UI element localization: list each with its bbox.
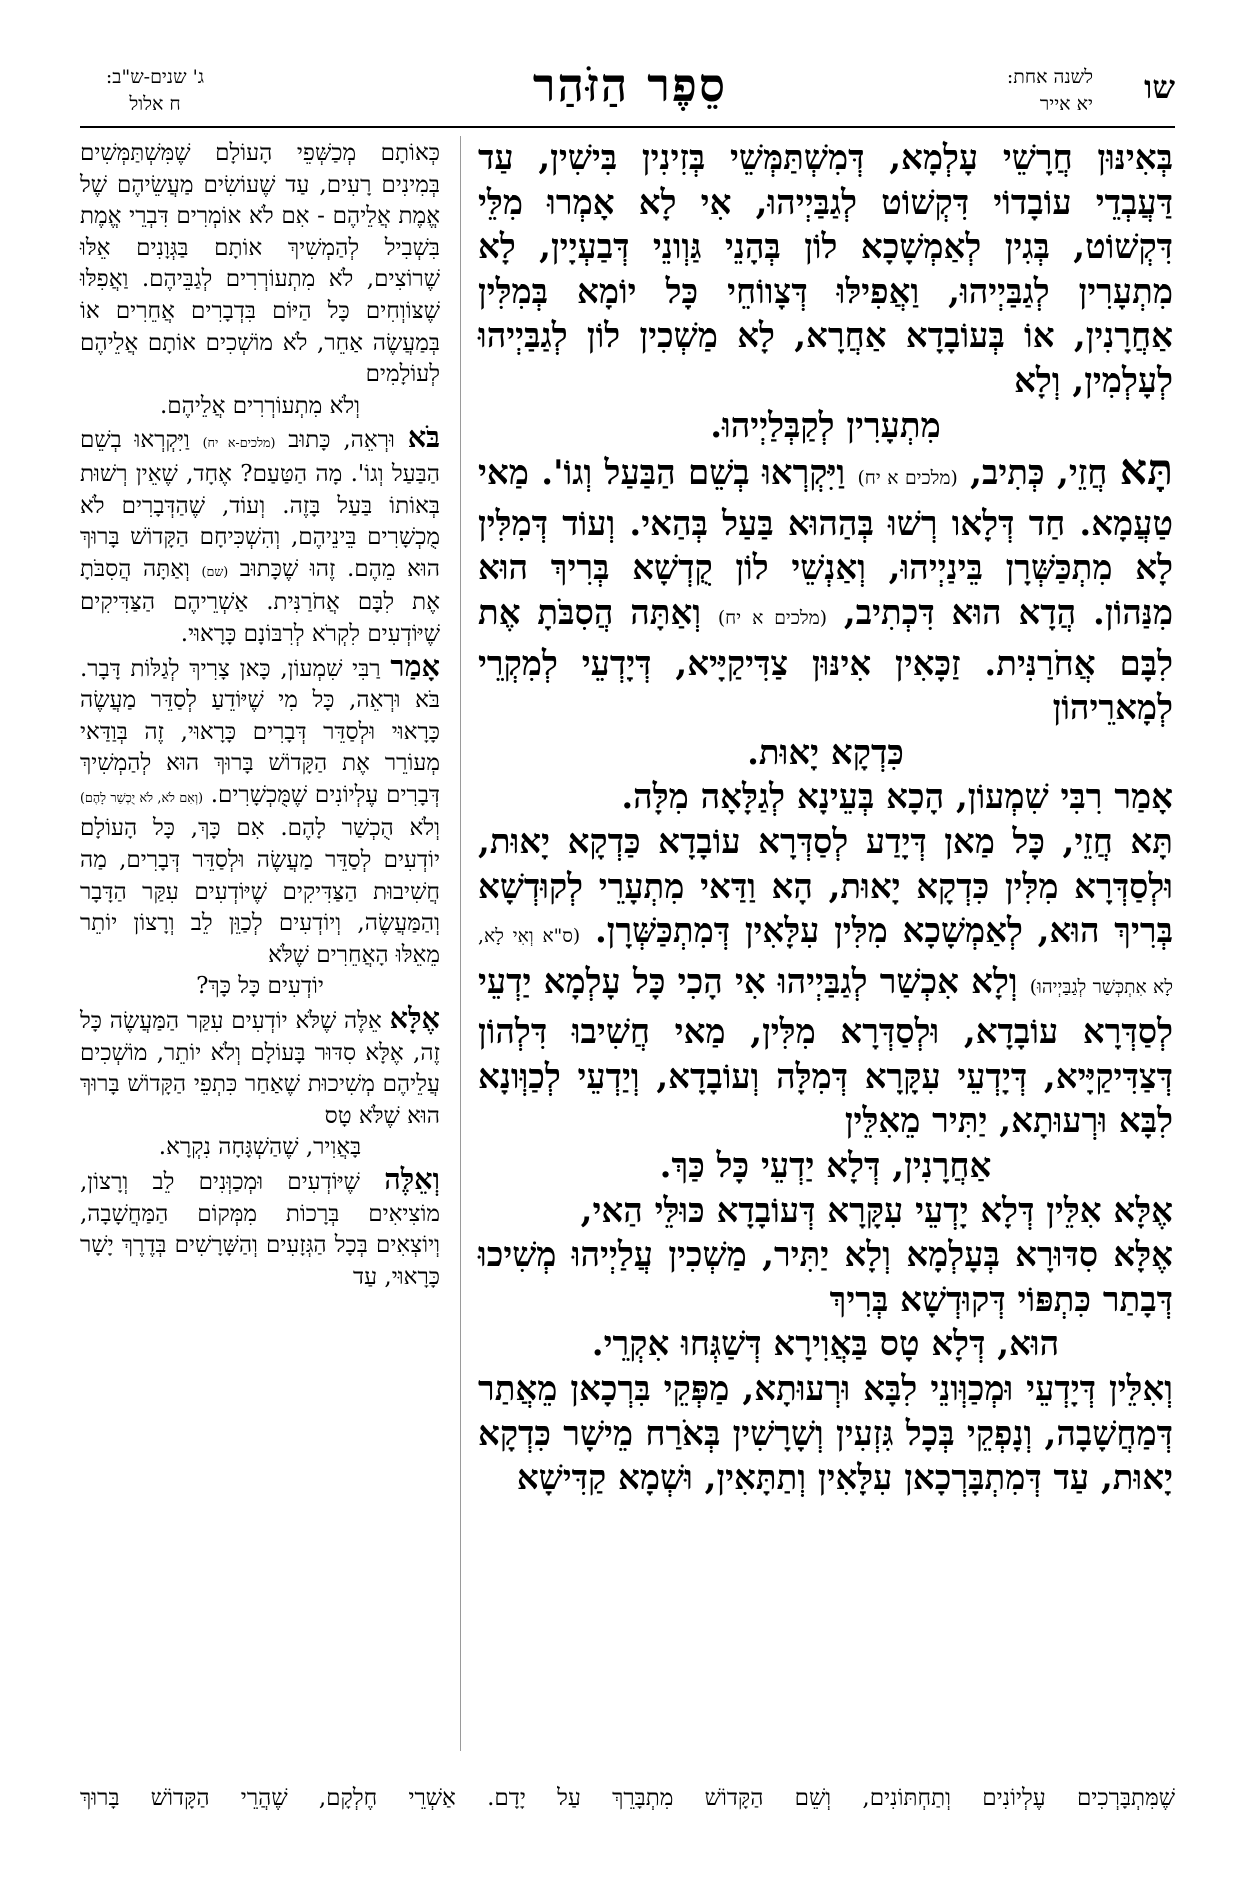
translation-paragraph-end: יוֹדְעִים כָּל כָּךְ? — [196, 973, 324, 1000]
translation-paragraph — [80, 1003, 440, 1132]
main-paragraph-end: מִתְעָרִין לְקַבְּלַיְיהוּ. — [710, 405, 941, 446]
translation-text: וּרְאֵה, כָּתוּב — [288, 427, 395, 454]
header-left-line2: ח אלול — [129, 93, 181, 115]
translation-paragraph — [80, 422, 440, 650]
main-paragraph: אָמַר רִבִּי שִׁמְעוֹן, הָכָא בְּעֵינָא לְגַלָּאָה מִלָּה. — [621, 777, 1173, 818]
column-divider — [460, 136, 461, 1751]
main-paragraph: אֶלָּא סִדּוּרָא בְּעָלְמָא וְלָא יַתִּיר, מַשְׁכִין עֲלַיְיהוּ מְשִׁיכוּ דְּבָתַר כִּתְפּוֹי דְּקוּדְשָׁא בְּרִיךְ — [478, 1235, 1173, 1320]
verse-reference: (מלכים-א יח) — [202, 435, 276, 451]
header-right-info — [1007, 64, 1093, 118]
opening-word: אָמַר — [390, 648, 441, 683]
main-text: וְאַתָּה הֲסִבֹּתָ אֶת לִבָּם אֲחֹרַנִּית. זַכָּאִין אִינּוּן צַדִּיקַיָּיא, דְּיָדְעֵי לְמִקְרֵי לְמָארֵיהוֹן — [478, 592, 1173, 729]
main-paragraph-end: הוּא, דְּלָא טָס בַּאֲוִירָא דְּשַׁגְּחוּ אִקְרֵי. — [591, 1324, 1060, 1365]
verse-reference: (שם) — [201, 563, 229, 579]
header-left-info — [80, 64, 230, 118]
translation-text: שֶׁיּוֹדְעִים וּמְכַוְּנִים לֵב וְרָצוֹן, מוֹצִיאִים בְּרָכוֹת מִמְּקוֹם הַמַּחֲשָׁבָה, וְיוֹצְאִים בְּכָל הַגְּזָעִים וְהַשָּׁרָשִׁים בְּדֶרֶךְ יָשָׁר כָּרָאוּי, עַד — [80, 1169, 440, 1290]
translation-text: וְלֹא הֻכְשַׁר לָהֶם. אִם כָּךְ, כָּל הָעוֹלָם יוֹדְעִים לְסַדֵּר מַעֲשֶׂה וּלְסַדֵּר דְּבָרִים, מַה חֲשִׁיבוּת הַצַּדִּיקִים שֶׁיּוֹדְעִים עִקַּר הַדָּבָר וְהַמַּעֲשֶׂה, וְיוֹדְעִים לְכַוֵּן לֵב וְרָצוֹן יוֹתֵר מֵאֵלּוּ הָאֲחֵרִים שֶׁלֹּא — [80, 815, 440, 968]
main-paragraph — [478, 445, 1173, 731]
opening-word: אֶלָּא — [389, 1001, 440, 1036]
translation-text: וְאַתָּה הֲסִבֹּתָ אֶת לִבָּם אֲחֹרַנִּית. אַשְׁרֵיהֶם הַצַּדִּיקִים שֶׁיּוֹדְעִים לִקְרֹא לְרִבּוֹנָם כָּרָאוּי. — [80, 555, 440, 647]
verse-reference: (מלכים א יח) — [717, 607, 828, 629]
book-title: סֵפֶר הַזֹּהַר — [532, 58, 728, 112]
main-text: חֲזֵי, כְּתִיב, — [970, 453, 1108, 494]
variant-note: (ס"א וְאִי לָא, לָא אִתְכְּשַׁר לְגַבַּיְיהוּ) — [478, 926, 1173, 998]
main-paragraph-end: כִּדְקָא יָאוּת. — [747, 732, 904, 773]
main-text: תָּא חֲזֵי, כָּל מַאן דְּיָדַע לְסַדְּרָא עוֹבָדָא כַּדְקָא יָאוּת, וּלְסַדְּרָא מִלִּין כִּדְקָא יָאוּת, הָא וַדַּאי מִתְעָרֵי לְקוּדְשָׁא בְּרִיךְ הוּא, לְאַמְשָׁכָא מִלִּין עִלָּאִין דְּמִתְכַּשְּׁרָן. — [478, 821, 1174, 952]
variant-note: (וְאִם לֹא, לֹא יֻכְשַׁר לָהֶם) — [80, 789, 204, 805]
translation-column — [80, 138, 440, 1293]
header-right-line1: לשנה אחת: — [1006, 66, 1093, 88]
main-paragraph: אֶלָּא אִלֵּין דְּלָא יָדְעֵי עִקָּרָא דְּעוֹבָדָא כּוּלֵּי הַאי, — [580, 1190, 1173, 1231]
main-text: וַיִּקְרְאוּ בְשֵׁם הַבַּעַל וְגוֹ'. מַאי טַעֲמָא. חַד דְּלָאו רְשׁוּ בְּהַהוּא בַּעַל בְּהַאי. וְעוֹד דְּמִלִּין לָא מִתְכַּשְּׁרָן בֵּינַיְיהוּ, וְאַנְשֵׁי לוֹן קֻדְשָׁא בְּרִיךְ הוּא מִנַּהוֹן. הֲדָא הוּא דִּכְתִיב, — [478, 453, 1173, 633]
translation-text: אֵלֶּה שֶׁלֹּא יוֹדְעִים עִקַּר הַמַּעֲשֶׂה כָּל זֶה, אֶלָּא סִדּוּר בָּעוֹלָם וְלֹא יוֹתֵר, מוֹשְׁכִים עֲלֵיהֶם מְשִׁיכוּת שֶׁאַחַר כִּתְפֵי הַקָּדוֹשׁ בָּרוּךְ הוּא שֶׁלֹּא טָס — [80, 1008, 440, 1129]
main-paragraph: וְאִלֵּין דְּיָדְעֵי וּמְכַוְּונֵי לִבָּא וּרְעוּתָא, מַפְּקֵי בִּרְכָאן מֵאֲתַר דְּמַחֲשָׁבָה, וְנָפְקֵי בְּכָל גִּזְעִין וְשָׁרָשִׁין בְּאֹרַח מֵישָׁר כִּדְקָא יָאוּת, עַד דְּמִתְבָּרְכָאן עִלָּאִין וְתַתָּאִין, וּשְׁמָא קַדִּישָׁא — [478, 1369, 1173, 1499]
main-column — [478, 136, 1173, 1501]
translation-paragraph — [80, 648, 441, 972]
opening-word: תָּא — [1119, 445, 1173, 496]
header-right-line2: יא אייר — [1039, 93, 1093, 115]
opening-word: בֹּא — [407, 420, 441, 455]
main-text: בְּאִינּוּן חֲרָשֵׁי עָלְמָא, דְּמִשְׁתַּמְּשֵׁי בְּזִינִין בִּישִׁין, עַד דַּעֲבְדֵי עוֹבָדוֹי דִּקְשׁוֹט לְגַבַּיְיהוּ, אִי לָא אָמְרוּ מִלֵּי דִּקְשׁוֹט, בְּגִין לְאַמְשָׁכָא לוֹן בְּהָנֵי גַּוְונֵי דְּבַעְיָין, לָא מִתְעָרִין לְגַבַּיְיהוּ, וַאֲפִילּוּ דְּצָווֹחֵי כָּל יוֹמָא בְּמִלִּין אַחֲרָנִין, אוֹ בְּעוֹבָדָא אַחֲרָא, לָא מַשְׁכִין לוֹן לְגַבַּיְיהוּ לְעָלְמִין, וְלָא — [478, 138, 1173, 401]
main-paragraph — [478, 136, 1173, 404]
translation-text: וַיִּקְרְאוּ בְשֵׁם הַבַּעַל וְגוֹ'. מָה הַטַּעַם? אֶחָד, שֶׁאֵין רְשׁוּת בְּאוֹתוֹ בַּעַל בָּזֶה. וְעוֹד, שֶׁהַדְּבָרִים לֹא מֻכְשָׁרִים בֵּינֵיהֶם, וְהִשְׁכִּיחָם הַקָּדוֹשׁ בָּרוּךְ הוּא מֵהֶם. זֶהוּ שֶׁכָּתוּב — [80, 427, 440, 582]
translation-paragraph — [80, 1164, 440, 1293]
verse-reference: (מלכים א יח) — [857, 468, 958, 490]
main-paragraph-end: אַחֲרָנִין, דְּלָא יַדְעֵי כָּל כַּךְ. — [659, 1146, 992, 1187]
main-text: וְלָא אִכְשַׁר לְגַבַּיְיהוּ אִי הָכִי כָּל עָלְמָא יַדְעֵי לְסַדְּרָא עוֹבָדָא, וּלְסַדְּרָא מִלִּין, מַאי חֲשִׁיבוּ דִּלְהוֹן דְּצַדִּיקַיָּיא, דְּיָדְעֵי עִקָּרָא דְּמִלָּה וְעוֹבָדָא, וְיַדְעֵי לְכַוְּונָא לִבָּא וּרְעוּתָא, יַתִּיר מֵאִלֵּין — [478, 961, 1173, 1142]
header-rule — [80, 126, 1175, 128]
translation-paragraph-end: בָּאֲוִיר, שֶׁהַשְׁגָּחָה נִקְרָא. — [158, 1134, 362, 1161]
translation-paragraph: כְּאוֹתָם מְכַשְּׁפֵי הָעוֹלָם שֶׁמִּשְׁתַּמְּשִׁים בְּמִינִים רָעִים, עַד שֶׁעוֹשִׂים מַעֲשֵׂיהֶם שֶׁל אֱמֶת אֲלֵיהֶם - אִם לֹא אוֹמְרִים דִּבְרֵי אֱמֶת בִּשְׁבִיל לְהַמְשִׁיךְ אוֹתָם בַּגְּוָנִים אֵלּוּ שֶׁרוֹצִים, לֹא מִתְעוֹרְרִים לְגַבֵּיהֶם. וַאֲפִלּוּ שֶׁצּוֹוְחִים כָּל הַיּוֹם בִּדְבָרִים אֲחֵרִים אוֹ בְּמַעֲשֶׂה אַחֵר, לֹא מוֹשְׁכִים אוֹתָם אֲלֵיהֶם לְעוֹלָמִים — [80, 140, 440, 388]
header-left-line1: ג' שנים-ש"ב: — [105, 66, 205, 88]
translation-paragraph-end: וְלֹא מִתְעוֹרְרִים אֲלֵיהֶם. — [159, 392, 361, 419]
footer-continuation-line: שֶׁמִּתְבָּרְכִים עֶלְיוֹנִים וְתַחְתּוֹנִים, וְשֵׁם הַקָּדוֹשׁ מִתְבָּרֵךְ עַל יָדָם. אַשְׁרֵי חֶלְקָם, שֶׁהֲרֵי הַקָּדוֹשׁ בָּרוּךְ — [80, 1785, 1175, 1811]
main-paragraph — [478, 820, 1173, 1144]
opening-word: וְאֵלֶּה — [384, 1162, 440, 1196]
page-number: שו — [1144, 68, 1175, 106]
translation-text: רַבִּי שִׁמְעוֹן, כָּאן צָרִיךְ לְגַלּוֹת דָּבָר. בֹּא וּרְאֵה, כָּל מִי שֶׁיּוֹדֵעַ לְסַדֵּר מַעֲשֶׂה כָּרָאוּי וּלְסַדֵּר דְּבָרִים כָּרָאוּי, זֶה בְּוַדַּאי מְעוֹרֵר אֶת הַקָּדוֹשׁ בָּרוּךְ הוּא לְהַמְשִׁיךְ דְּבָרִים עֶלְיוֹנִים שֶׁמֻּכְשָׁרִים. — [80, 655, 440, 808]
page-header — [80, 58, 1175, 128]
